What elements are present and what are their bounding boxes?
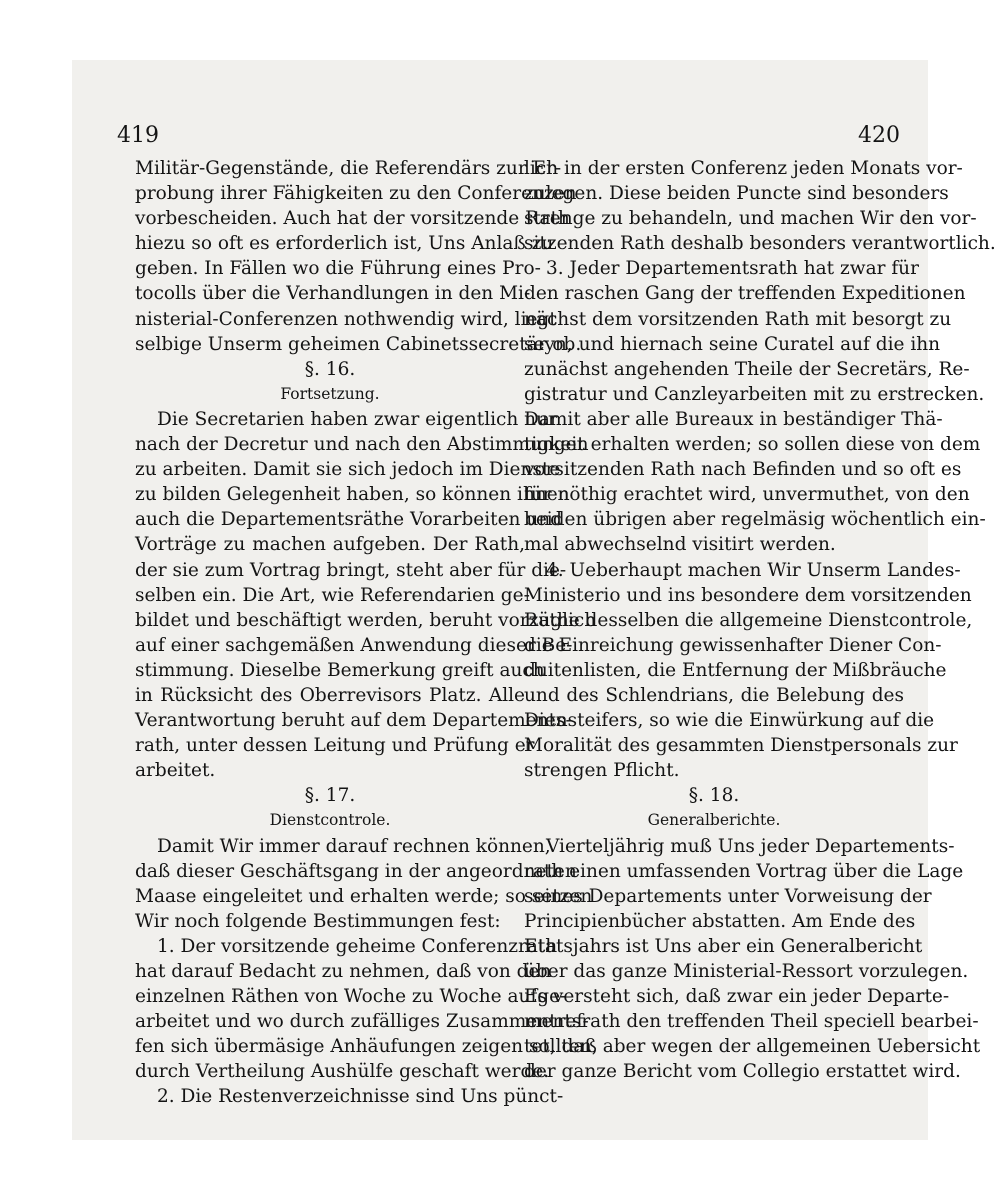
text-line: hat darauf Bedacht zu nehmen, daß von den [135, 961, 552, 982]
text-line: Maase eingeleitet und erhalten werde; so setzen [135, 885, 593, 907]
text-line: vorsitzenden Rath nach Befinden und so oft es [524, 459, 962, 481]
text-line: strenge zu behandeln, und machen Wir den vor- [524, 208, 977, 230]
text-line: und des Schlendrians, die Belebung des [524, 684, 904, 706]
text-line: der sie zum Vortrag bringt, steht aber für die- [135, 559, 567, 581]
text-line: auch die Departementsräthe Vorarbeiten und [135, 509, 563, 531]
text-line: durch Vertheilung Aushülfe geschaft werde. [135, 1061, 550, 1083]
text-line: arbeitet und wo durch zufälliges Zusammentref- [135, 1011, 589, 1033]
text-line: Verantwortung beruht auf dem Departements- [135, 710, 572, 732]
text-line: bildet und beschäftigt werden, beruht vorzüglich [135, 609, 597, 631]
text-line: probung ihrer Fähigkeiten zu den Conferenzen [135, 183, 577, 205]
text-line: tocolls über die Verhandlungen in den Mi- [135, 283, 531, 305]
text-line: Principienbücher abstatten. Am Ende des [524, 910, 916, 932]
text-line: beiden übrigen aber regelmäsig wöchentlich ein- [524, 509, 986, 531]
section-subtitle: Generalberichte. [647, 811, 781, 830]
text-line: 1. Der vorsitzende geheime Conferenzrath [157, 935, 558, 957]
text-column-left [135, 156, 598, 1110]
text-line: Wir noch folgende Bestimmungen fest: [135, 910, 501, 932]
text-line: rath, unter dessen Leitung und Prüfung er [135, 735, 535, 757]
text-line: den raschen Gang der treffenden Expeditionen [524, 283, 966, 305]
text-line: rath einen umfassenden Vortrag über die Lage [524, 860, 964, 882]
text-line: sitzenden Rath deshalb besonders verantwortlich. [524, 233, 996, 255]
text-line: arbeitet. [135, 760, 216, 782]
text-line: einzelnen Räthen von Woche zu Woche aufge- [135, 986, 567, 1008]
text-line: tet, daß aber wegen der allgemeinen Uebersicht [524, 1036, 981, 1058]
section-heading: §. 17. [304, 785, 356, 807]
text-line: zunächst angehenden Theile der Secretärs, Re- [524, 358, 970, 380]
text-line: über das ganze Ministerial-Ressort vorzulegen. [524, 961, 969, 982]
text-line: zu bilden Gelegenheit haben, so können ihnen [135, 484, 570, 506]
text-line: Vierteljährig muß Uns jeder Departements- [546, 835, 955, 857]
text-line: auf einer sachgemäßen Anwendung dieser Be- [135, 634, 573, 656]
text-line: Moralität des gesammten Dienstpersonals zur [524, 735, 958, 757]
text-line: duitenlisten, die Entfernung der Mißbräuche [524, 659, 947, 681]
text-line: nisterial-Conferenzen nothwendig wird, liegt [135, 308, 557, 330]
text-line: Rathe desselben die allgemeine Dienstcontrole, [524, 609, 973, 631]
text-line: selbige Unserm geheimen Cabinetssecretär ob. [135, 333, 582, 355]
page-number-right: 420 [858, 123, 900, 148]
section-subtitle: Fortsetzung. [280, 384, 380, 403]
section-heading: §. 16. [304, 358, 356, 380]
page-number-left: 419 [117, 123, 159, 148]
text-line: 2. Die Restenverzeichnisse sind Uns pünct- [157, 1086, 564, 1108]
text-line: stimmung. Dieselbe Bemerkung greift auch [135, 659, 545, 681]
text-column-right [524, 156, 996, 1084]
text-line: fen sich übermäsige Anhäufungen zeigen sollten, [135, 1036, 598, 1058]
text-line: 4. Ueberhaupt machen Wir Unserm Landes- [546, 559, 961, 581]
text-line: der ganze Bericht vom Collegio erstattet wird. [524, 1061, 961, 1083]
text-line: zu arbeiten. Damit sie sich jedoch im Dienste [135, 459, 561, 481]
text-line: seines Departements unter Vorweisung der [524, 885, 932, 907]
text-line: in Rücksicht des Oberrevisors Platz. Alle [135, 684, 525, 706]
text-line: Diensteifers, so wie die Einwürkung auf die [524, 710, 935, 732]
text-line: Damit aber alle Bureaux in beständiger Thä- [524, 408, 943, 430]
text-line: nach der Decretur und nach den Abstimmungen [135, 434, 589, 456]
text-line: Ministerio und ins besondere dem vorsitzenden [524, 584, 972, 606]
text-line: lich in der ersten Conferenz jeden Monats vor- [524, 158, 963, 179]
section-heading: §. 18. [688, 785, 740, 807]
text-line: Militär-Gegenstände, die Referendärs zur Er- [135, 158, 562, 179]
text-line: seyn, und hiernach seine Curatel auf die ihn [524, 333, 941, 355]
text-line: für nöthig erachtet wird, unvermuthet, von den [524, 484, 970, 506]
text-line: Die Secretarien haben zwar eigentlich nur [157, 408, 557, 430]
document-page [72, 60, 996, 1140]
text-line: mal abwechselnd visitirt werden. [524, 534, 836, 556]
text-line: gistratur und Canzleyarbeiten mit zu erstrecken. [524, 383, 985, 405]
text-line: strengen Pflicht. [524, 760, 680, 782]
text-line: geben. In Fällen wo die Führung eines Pro- [135, 258, 541, 280]
text-line: nächst dem vorsitzenden Rath mit besorgt zu [524, 308, 952, 330]
text-line: hiezu so oft es erforderlich ist, Uns Anlaß zu [135, 233, 554, 255]
text-line: Vorträge zu machen aufgeben. Der Rath, [135, 534, 525, 556]
text-line: die Einreichung gewissenhafter Diener Con- [524, 634, 942, 656]
text-line: Es versteht sich, daß zwar ein jeder Departe- [524, 986, 950, 1008]
text-line: daß dieser Geschäftsgang in der angeordneten [135, 860, 577, 882]
text-line: selben ein. Die Art, wie Referendarien ge- [135, 584, 530, 606]
text-line: 3. Jeder Departementsrath hat zwar für [546, 258, 919, 280]
section-subtitle: Dienstcontrole. [269, 811, 391, 830]
text-line: Etatsjahrs ist Uns aber ein Generalbericht [524, 935, 923, 957]
text-line: vorbescheiden. Auch hat der vorsitzende Rath [135, 208, 570, 230]
text-line: mentsrath den treffenden Theil speciell bearbei- [524, 1011, 979, 1033]
text-line: tigkeit erhalten werden; so sollen diese von dem [524, 434, 981, 456]
text-line: zulegen. Diese beiden Puncte sind besonders [524, 183, 949, 205]
text-line: Damit Wir immer darauf rechnen können, [157, 835, 551, 857]
